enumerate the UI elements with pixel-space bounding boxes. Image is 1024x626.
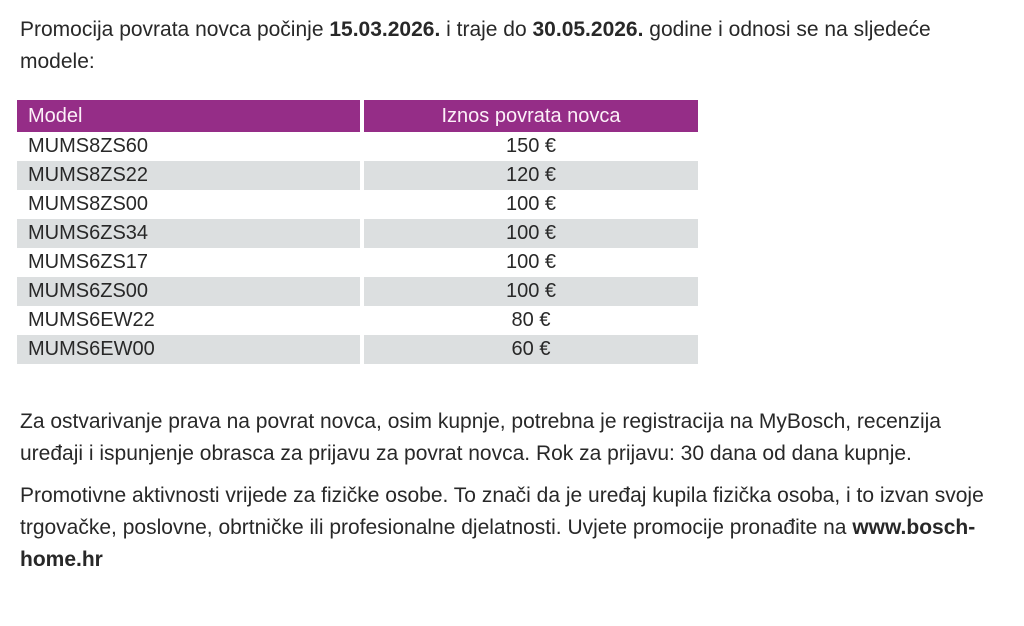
amount-cell: 120 € (362, 161, 698, 190)
amount-cell: 100 € (505, 193, 557, 215)
bosch-home-url: www.bosch-home.hr (20, 516, 976, 571)
model-cell: MUMS8ZS60 (17, 132, 362, 161)
cashback-table-header (17, 100, 698, 132)
model-cell: MUMS6EW22 (17, 306, 362, 335)
model-cell: MUMS8ZS22 (17, 161, 362, 190)
amount-cell: 100 € (505, 251, 557, 273)
promo-end-date: 30.05.2026. (532, 18, 644, 41)
promo-start-date: 15.03.2026. (329, 18, 441, 41)
model-cell: MUMS6ZS00 (17, 277, 362, 306)
table-row (17, 161, 698, 190)
table-row (17, 335, 698, 364)
table-row (17, 248, 698, 277)
amount-cell: 100 € (362, 219, 698, 248)
promo-intro-paragraph (20, 14, 1004, 78)
table-row (17, 219, 698, 248)
eligibility-paragraph (20, 480, 1004, 576)
terms-paragraph: Za ostvarivanje prava na povrat novca, osim kupnje, potrebna je registracija na MyBosch, recenzija uređaji i ispunjenje obrasca za prijavu za povrat novca. Rok za prijavu: 30 dana od dana kupnje. (20, 410, 941, 465)
intro-text-pre: Promocija povrata novca počinje (20, 18, 330, 41)
intro-text-post: godine i odnosi se na sljedeće modele: (20, 18, 931, 73)
table-row (17, 306, 698, 335)
table-row (17, 132, 698, 161)
amount-cell: 80 € (511, 309, 551, 331)
column-header-model: Model (17, 100, 362, 132)
column-header-amount: Iznos povrata novca (362, 100, 698, 132)
table-row (17, 190, 698, 219)
model-cell: MUMS6ZS34 (17, 219, 362, 248)
table-row (17, 277, 698, 306)
model-cell: MUMS8ZS00 (17, 190, 362, 219)
intro-text-mid: i traje do (440, 18, 533, 41)
amount-cell: 100 € (362, 277, 698, 306)
model-cell: MUMS6EW00 (17, 335, 362, 364)
cashback-table-body (17, 132, 698, 364)
eligibility-text: Promotivne aktivnosti vrijede za fizičke osobe. To znači da je uređaj kupila fizička osoba, i to izvan svoje trgovačke, poslovne, obrtničke ili profesionalne djelatnosti. Uvjete promocije pronađite na (20, 484, 984, 539)
header-row (17, 100, 698, 132)
amount-cell: 60 € (362, 335, 698, 364)
model-cell: MUMS6ZS17 (17, 248, 362, 277)
cashback-table (17, 100, 698, 364)
amount-cell: 150 € (505, 135, 557, 157)
